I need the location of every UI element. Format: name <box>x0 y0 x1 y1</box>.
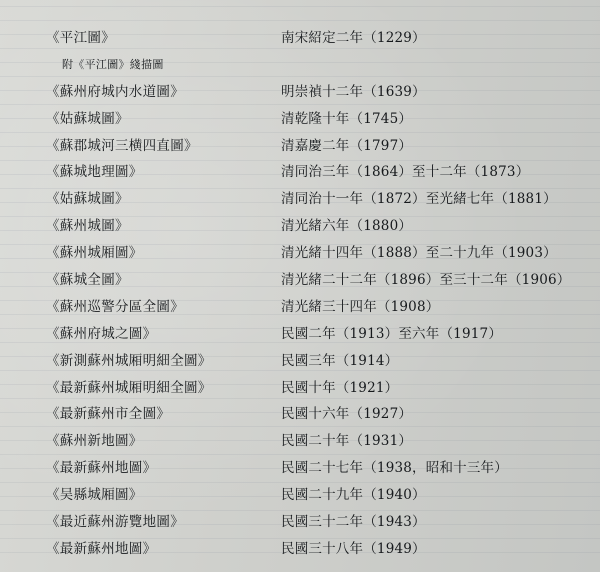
map-date: 明崇禎十二年（1639） <box>281 83 426 100</box>
map-title: 《蘇城地理圖》 <box>46 164 143 181</box>
list-item <box>0 512 600 539</box>
map-date: 南宋紹定二年（1229） <box>281 30 426 46</box>
list-item <box>0 404 600 431</box>
map-title: 《蘇州城厢圖》 <box>46 245 143 262</box>
list-item <box>0 458 600 485</box>
map-title: 《蘇郡城河三横四直圖》 <box>46 137 198 154</box>
list-item <box>0 485 600 512</box>
list-item <box>0 378 600 405</box>
map-date: 清同治三年（1864）至十二年（1873） <box>281 164 530 181</box>
list-item <box>0 162 600 189</box>
map-title: 《新測蘇州城厢明細全圖》 <box>46 352 212 369</box>
map-title: 《姑蘇城圖》 <box>46 191 129 208</box>
list-item <box>0 109 600 136</box>
map-title: 《吴縣城厢圖》 <box>46 487 143 504</box>
map-date: 民國二十九年（1940） <box>281 487 426 504</box>
list-item <box>0 431 600 458</box>
map-title: 《蘇州城圖》 <box>46 218 129 235</box>
list-item <box>0 189 600 216</box>
map-title: 《最近蘇州游覽地圖》 <box>46 514 184 531</box>
map-date: 清光緒十四年（1888）至二十九年（1903） <box>281 245 557 262</box>
map-date: 民國二年（1913）至六年（1917） <box>281 325 503 342</box>
map-date: 民國三十八年（1949） <box>281 540 426 557</box>
list-item <box>0 270 600 297</box>
map-date: 清光緒六年（1880） <box>281 218 413 235</box>
map-title: 《最新蘇州地圖》 <box>46 540 157 557</box>
list-item <box>0 243 600 270</box>
map-title: 《姑蘇城圖》 <box>46 110 129 127</box>
map-title: 《蘇州府城之圖》 <box>46 325 157 342</box>
map-date: 民國十年（1921） <box>281 379 399 396</box>
list-item <box>0 82 600 109</box>
map-date: 清乾隆十年（1745） <box>281 110 413 127</box>
map-title: 《最新蘇州地圖》 <box>46 460 157 477</box>
map-title: 《蘇州府城内水道圖》 <box>46 83 184 100</box>
list-item-subnote <box>0 55 600 82</box>
map-date: 清同治十一年（1872）至光緒七年（1881） <box>281 191 557 208</box>
map-list <box>0 28 600 566</box>
map-date: 清光緒二十二年（1896）至三十二年（1906） <box>281 272 571 289</box>
map-date: 民國十六年（1927） <box>281 406 413 423</box>
list-item <box>0 28 600 55</box>
map-date: 民國三年（1914） <box>281 352 399 369</box>
list-item <box>0 324 600 351</box>
map-date: 民國二十年（1931） <box>281 433 413 450</box>
map-title: 《平江圖》 <box>46 30 115 46</box>
map-title: 《最新蘇州市全圖》 <box>46 406 171 423</box>
map-date: 清嘉慶二年（1797） <box>281 137 413 154</box>
list-item <box>0 136 600 163</box>
map-title: 《蘇城全圖》 <box>46 272 129 289</box>
map-title: 《最新蘇州城厢明細全圖》 <box>46 379 212 396</box>
map-date: 民國二十七年（1938，昭和十三年） <box>281 460 508 477</box>
list-item <box>0 216 600 243</box>
map-date: 民國三十二年（1943） <box>281 514 426 531</box>
map-date: 清光緒三十四年（1908） <box>281 298 440 315</box>
list-item <box>0 351 600 378</box>
list-item <box>0 297 600 324</box>
map-title: 附《平江圖》綫描圖 <box>62 57 164 71</box>
show-through-line <box>0 20 600 21</box>
map-title: 《蘇州新地圖》 <box>46 433 143 450</box>
map-title: 《蘇州巡警分區全圖》 <box>46 298 184 315</box>
show-through-line <box>0 6 600 7</box>
list-item <box>0 539 600 566</box>
